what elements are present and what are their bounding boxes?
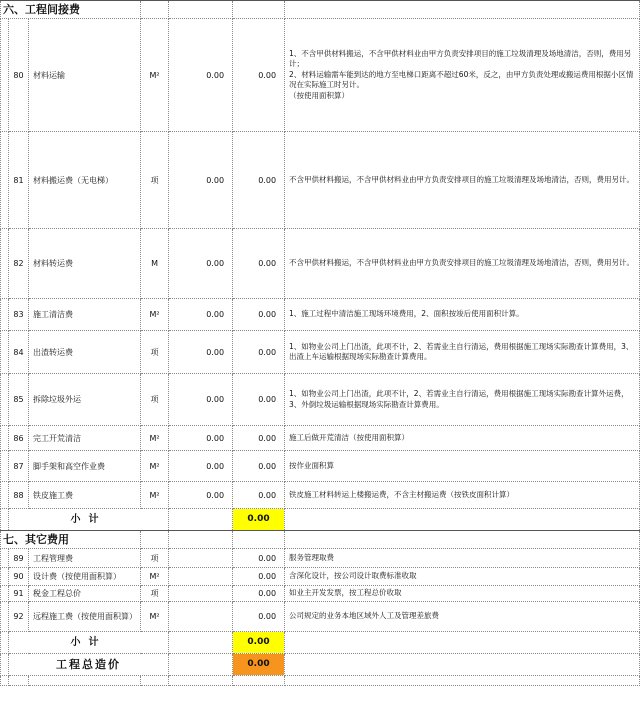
remark-line: 1、如物业公司上门出渣，此项不计，2、若需业主自行清运，费用根据施工现场实际勘查计算外运费，3、外倒垃圾运输根据现场实际勘查计算费用。 — [289, 389, 629, 409]
item-price[interactable]: 0.00 — [233, 568, 285, 586]
row-gutter — [1, 426, 9, 451]
item-number[interactable]: 86 — [9, 426, 29, 451]
item-number[interactable]: 92 — [9, 602, 29, 632]
item-quantity[interactable]: 0.00 — [169, 331, 233, 374]
item-price[interactable]: 0.00 — [233, 602, 285, 632]
row-gutter — [1, 482, 9, 509]
row-gutter — [1, 374, 9, 426]
item-number[interactable]: 88 — [9, 482, 29, 509]
item-price[interactable]: 0.00 — [233, 19, 285, 132]
subtotal-value[interactable]: 0.00 — [233, 509, 285, 531]
item-number[interactable]: 81 — [9, 132, 29, 229]
remark-line: 公司规定的业务本地区域外人工及管理差旅费 — [289, 611, 440, 621]
item-unit[interactable]: M² — [141, 426, 169, 451]
empty-cell[interactable] — [141, 676, 169, 686]
item-number[interactable]: 85 — [9, 374, 29, 426]
item-unit[interactable]: M² — [141, 602, 169, 632]
table-row — [1, 482, 640, 509]
empty-cell[interactable] — [9, 676, 29, 686]
item-remark[interactable] — [285, 299, 640, 331]
empty-cell[interactable] — [285, 1, 640, 19]
remark-line: 含深化设计，按公司设计取费标准收取 — [289, 571, 417, 581]
item-remark[interactable] — [285, 229, 640, 299]
item-price[interactable]: 0.00 — [233, 132, 285, 229]
item-quantity[interactable]: 0.00 — [169, 426, 233, 451]
row-gutter — [1, 549, 9, 568]
section-header — [1, 1, 640, 19]
item-price[interactable]: 0.00 — [233, 331, 285, 374]
item-unit[interactable]: M² — [141, 451, 169, 482]
subtotal-value[interactable]: 0.00 — [233, 632, 285, 654]
item-name[interactable]: 设计费（按使用面积算） — [29, 568, 141, 586]
item-price[interactable]: 0.00 — [233, 374, 285, 426]
empty-cell[interactable] — [169, 676, 233, 686]
table-row — [1, 586, 640, 602]
item-unit[interactable]: 项 — [141, 132, 169, 229]
item-remark[interactable] — [285, 19, 640, 132]
section-title: 六、工程间接费 — [1, 1, 141, 19]
item-unit[interactable]: 项 — [141, 374, 169, 426]
empty-row — [1, 676, 640, 686]
row-gutter — [1, 299, 9, 331]
remark-line: 服务管理取费 — [289, 552, 335, 562]
empty-cell[interactable] — [233, 1, 285, 19]
item-quantity[interactable] — [169, 602, 233, 632]
subtotal-row — [1, 509, 640, 531]
section-header — [1, 531, 640, 549]
item-name[interactable]: 材料转运费 — [29, 229, 141, 299]
remark-line: 按作业面积算 — [289, 460, 335, 470]
item-price[interactable]: 0.00 — [233, 482, 285, 509]
remark-line: 1、不含甲供材料搬运，不含甲供材料业由甲方负责安排项目的施工垃圾清理及场地清洁，否则，费用另计； — [289, 48, 632, 69]
remark-line: 不含甲供材料搬运，不含甲供材料业由甲方负责安排项目的施工垃圾清理及场地清洁，否则，费用另计。 — [289, 174, 635, 184]
section-title: 七、其它费用 — [1, 531, 141, 549]
table-row — [1, 229, 640, 299]
item-remark[interactable] — [285, 374, 640, 426]
item-number[interactable]: 80 — [9, 19, 29, 132]
item-price[interactable]: 0.00 — [233, 549, 285, 568]
remark-line: 如业主开发发票，按工程总价收取 — [289, 588, 402, 598]
remark-line: 施工后做开荒清洁（按使用面积算） — [289, 432, 410, 442]
item-quantity[interactable]: 0.00 — [169, 482, 233, 509]
remark-line: 2、材料运输需车能到达的地方至电梯口距离不超过60米，反之，由甲方负责处理或搬运费用根据小区情况在实际施工时另计。 — [289, 69, 634, 90]
item-quantity[interactable]: 0.00 — [169, 229, 233, 299]
item-name[interactable]: 出渣转运费 — [29, 331, 141, 374]
item-quantity[interactable]: 0.00 — [169, 374, 233, 426]
table-row — [1, 331, 640, 374]
subtotal-label: 小计 — [9, 509, 169, 531]
item-remark[interactable] — [285, 568, 640, 586]
empty-cell[interactable] — [169, 632, 233, 654]
item-quantity[interactable]: 0.00 — [169, 299, 233, 331]
item-unit[interactable]: M² — [141, 19, 169, 132]
row-gutter — [1, 586, 9, 602]
item-quantity[interactable] — [169, 586, 233, 602]
item-remark[interactable] — [285, 586, 640, 602]
item-name[interactable]: 材料运输 — [29, 19, 141, 132]
item-remark[interactable] — [285, 602, 640, 632]
empty-cell[interactable] — [1, 676, 9, 686]
item-unit[interactable]: M — [141, 229, 169, 299]
row-gutter — [1, 132, 9, 229]
subtotal-label: 小计 — [9, 632, 169, 654]
item-unit[interactable]: M² — [141, 568, 169, 586]
subtotal-row — [1, 632, 640, 654]
empty-cell[interactable] — [141, 1, 169, 19]
item-name[interactable]: 税金工程总价 — [29, 586, 141, 602]
remark-line: 1、如物业公司上门出渣，此项不计，2、若需业主自行清运，费用根据施工现场实际勘查计算费用，3、出渣上车运输根据现场实际勘查计算费用。 — [289, 341, 634, 361]
item-name[interactable]: 铁皮施工费 — [29, 482, 141, 509]
item-quantity[interactable]: 0.00 — [169, 132, 233, 229]
table-row — [1, 568, 640, 586]
item-unit[interactable]: 项 — [141, 586, 169, 602]
remark-line: 铁皮施工材料转运上楼搬运费，不含主材搬运费（按铁皮面积计算） — [289, 489, 515, 499]
item-quantity[interactable]: 0.00 — [169, 19, 233, 132]
item-name[interactable]: 材料搬运费（无电梯） — [29, 132, 141, 229]
item-number[interactable]: 84 — [9, 331, 29, 374]
table-row — [1, 374, 640, 426]
item-number[interactable]: 89 — [9, 549, 29, 568]
item-price[interactable]: 0.00 — [233, 229, 285, 299]
item-unit[interactable]: 项 — [141, 331, 169, 374]
empty-cell[interactable] — [233, 676, 285, 686]
remark-line: 1、施工过程中清洁施工现场环境费用，2、面积按竣后使用面积计算。 — [289, 309, 524, 319]
item-remark[interactable] — [285, 132, 640, 229]
empty-cell[interactable] — [285, 654, 640, 676]
item-price[interactable]: 0.00 — [233, 586, 285, 602]
empty-cell[interactable] — [285, 509, 640, 531]
row-gutter — [1, 632, 9, 654]
table-row — [1, 132, 640, 229]
item-number[interactable]: 83 — [9, 299, 29, 331]
item-remark[interactable] — [285, 549, 640, 568]
item-number[interactable]: 90 — [9, 568, 29, 586]
item-number[interactable]: 91 — [9, 586, 29, 602]
grand-total-row — [1, 654, 640, 676]
row-gutter — [1, 509, 9, 531]
row-gutter — [1, 568, 9, 586]
empty-cell[interactable] — [285, 531, 640, 549]
empty-cell[interactable] — [169, 509, 233, 531]
empty-cell[interactable] — [285, 676, 640, 686]
row-gutter — [1, 229, 9, 299]
table-row — [1, 451, 640, 482]
item-name[interactable]: 施工清洁费 — [29, 299, 141, 331]
grand-total-label: 工程总造价 — [9, 654, 169, 676]
item-price[interactable]: 0.00 — [233, 451, 285, 482]
row-gutter — [1, 602, 9, 632]
table-row — [1, 19, 640, 132]
item-unit[interactable]: 项 — [141, 549, 169, 568]
empty-cell[interactable] — [285, 632, 640, 654]
item-remark[interactable] — [285, 331, 640, 374]
item-quantity[interactable] — [169, 568, 233, 586]
item-unit[interactable]: M² — [141, 482, 169, 509]
empty-cell[interactable] — [169, 654, 233, 676]
empty-cell[interactable] — [141, 531, 169, 549]
item-number[interactable]: 82 — [9, 229, 29, 299]
empty-cell[interactable] — [169, 531, 233, 549]
item-name[interactable]: 远程施工费（按使用面积算） — [29, 602, 141, 632]
item-name[interactable]: 完工开荒清洁 — [29, 426, 141, 451]
item-remark[interactable] — [285, 482, 640, 509]
item-number[interactable]: 87 — [9, 451, 29, 482]
row-gutter — [1, 331, 9, 374]
table-row — [1, 549, 640, 568]
table-row — [1, 426, 640, 451]
item-name[interactable]: 拆除垃圾外运 — [29, 374, 141, 426]
row-gutter — [1, 451, 9, 482]
item-unit[interactable]: M² — [141, 299, 169, 331]
grand-total-value[interactable]: 0.00 — [233, 654, 285, 676]
remark-line: 不含甲供材料搬运，不含甲供材料业由甲方负责安排项目的施工垃圾清理及场地清洁，否则，费用另计。 — [289, 258, 635, 268]
item-price[interactable]: 0.00 — [233, 299, 285, 331]
row-gutter — [1, 19, 9, 132]
item-price[interactable]: 0.00 — [233, 426, 285, 451]
table-row — [1, 299, 640, 331]
row-gutter — [1, 654, 9, 676]
item-name[interactable]: 脚手架和高空作业费 — [29, 451, 141, 482]
empty-cell[interactable] — [233, 531, 285, 549]
empty-cell[interactable] — [29, 676, 141, 686]
item-quantity[interactable]: 0.00 — [169, 451, 233, 482]
item-remark[interactable] — [285, 426, 640, 451]
table-row — [1, 602, 640, 632]
item-name[interactable]: 工程管理费 — [29, 549, 141, 568]
item-remark[interactable] — [285, 451, 640, 482]
item-quantity[interactable] — [169, 549, 233, 568]
remark-line: （按使用面积算） — [289, 90, 350, 100]
empty-cell[interactable] — [169, 1, 233, 19]
